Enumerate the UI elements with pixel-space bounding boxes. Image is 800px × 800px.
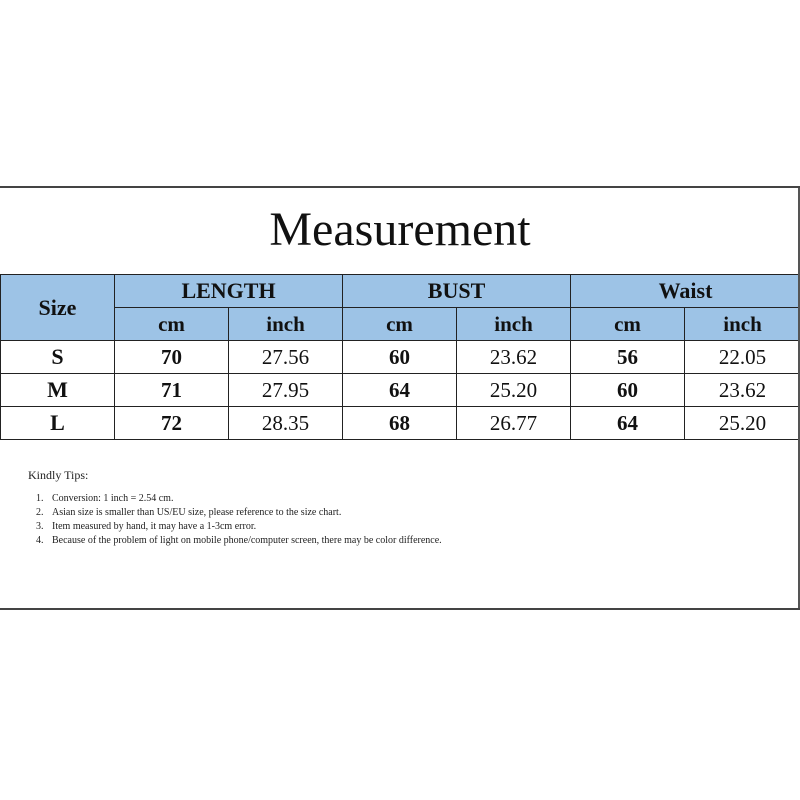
table-cell: 25.20 — [457, 374, 571, 407]
unit-header: inch — [685, 308, 800, 341]
table-row — [1, 374, 800, 407]
tip-item: 3. Item measured by hand, it may have a 1-3cm error. — [46, 520, 476, 534]
unit-header: cm — [343, 308, 457, 341]
table-cell: 23.62 — [685, 374, 800, 407]
size-cell: L — [1, 407, 115, 440]
table-cell: 25.20 — [685, 407, 800, 440]
unit-header: inch — [229, 308, 343, 341]
tip-item: 4. Because of the problem of light on mobile phone/computer screen, there may be color difference. — [46, 534, 476, 548]
size-chart-table — [0, 274, 800, 440]
table-cell: 72 — [115, 407, 229, 440]
table-cell: 28.35 — [229, 407, 343, 440]
size-cell: M — [1, 374, 115, 407]
size-cell: S — [1, 341, 115, 374]
table-cell: 27.56 — [229, 341, 343, 374]
size-header: Size — [1, 275, 115, 341]
tip-item: 1. Conversion: 1 inch = 2.54 cm. — [46, 492, 476, 506]
unit-header: inch — [457, 308, 571, 341]
tip-item: 2. Asian size is smaller than US/EU size, please reference to the size chart. — [46, 506, 476, 520]
table-cell: 71 — [115, 374, 229, 407]
bust-header: BUST — [343, 275, 571, 308]
table-cell: 23.62 — [457, 341, 571, 374]
unit-header: cm — [571, 308, 685, 341]
table-cell: 56 — [571, 341, 685, 374]
table-cell: 64 — [571, 407, 685, 440]
tips-section — [28, 468, 476, 548]
table-cell: 60 — [343, 341, 457, 374]
table-cell: 60 — [571, 374, 685, 407]
table-cell: 64 — [343, 374, 457, 407]
table-cell: 26.77 — [457, 407, 571, 440]
table-cell: 22.05 — [685, 341, 800, 374]
table-row — [1, 407, 800, 440]
waist-header: Waist — [571, 275, 800, 308]
table-row — [1, 341, 800, 374]
unit-header: cm — [115, 308, 229, 341]
tips-list — [28, 492, 476, 548]
table-cell: 70 — [115, 341, 229, 374]
unit-header-row — [1, 308, 800, 341]
tips-title: Kindly Tips: — [28, 468, 89, 482]
group-header-row — [1, 275, 800, 308]
table-cell: 27.95 — [229, 374, 343, 407]
length-header: LENGTH — [115, 275, 343, 308]
measurement-sheet — [0, 186, 800, 610]
page-title: Measurement — [269, 203, 531, 256]
table-cell: 68 — [343, 407, 457, 440]
